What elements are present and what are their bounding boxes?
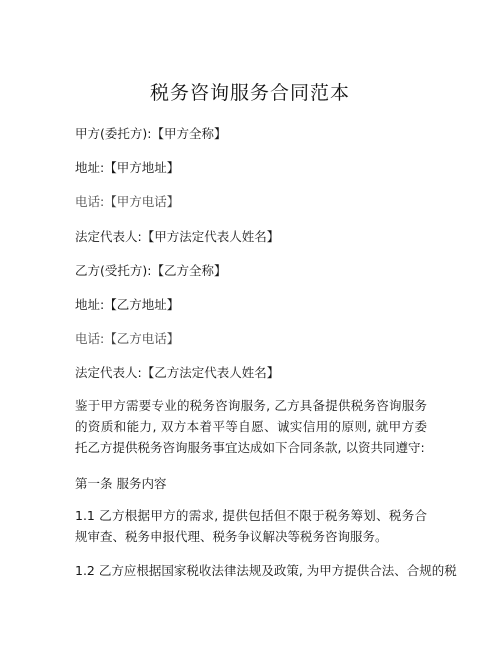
clause-1-1: 1.1 乙方根据甲方的需求, 提供包括但不限于税务筹划、税务合规审查、税务申报代理、税务争议解决等税务咨询服务。: [75, 508, 427, 544]
party-a-phone: 电话:【甲方电话】: [75, 194, 180, 209]
clause-1-2: 1.2 乙方应根据国家税收法律法规及政策, 为甲方提供合法、合规的税: [75, 563, 457, 578]
party-b-name: 乙方(受托方):【乙方全称】: [75, 263, 227, 278]
party-b-phone: 电话:【乙方电话】: [75, 331, 180, 346]
party-b-representative: 法定代表人:【乙方法定代表人姓名】: [75, 365, 280, 380]
party-b-address: 地址:【乙方地址】: [75, 297, 180, 312]
party-a-representative: 法定代表人:【甲方法定代表人姓名】: [75, 229, 280, 244]
party-a-name: 甲方(委托方):【甲方全称】: [75, 126, 227, 141]
preamble-paragraph: 鉴于甲方需要专业的税务咨询服务, 乙方具备提供税务咨询服务的资质和能力, 双方本着平等自愿、诚实信用的原则, 就甲方委托乙方提供税务咨询服务事宜达成如下合同条款, 以资共同遵守:: [75, 398, 427, 455]
party-a-address: 地址:【甲方地址】: [75, 160, 180, 175]
article-1-heading: 第一条 服务内容: [75, 476, 167, 491]
document-title: 税务咨询服务合同范本: [149, 82, 350, 104]
